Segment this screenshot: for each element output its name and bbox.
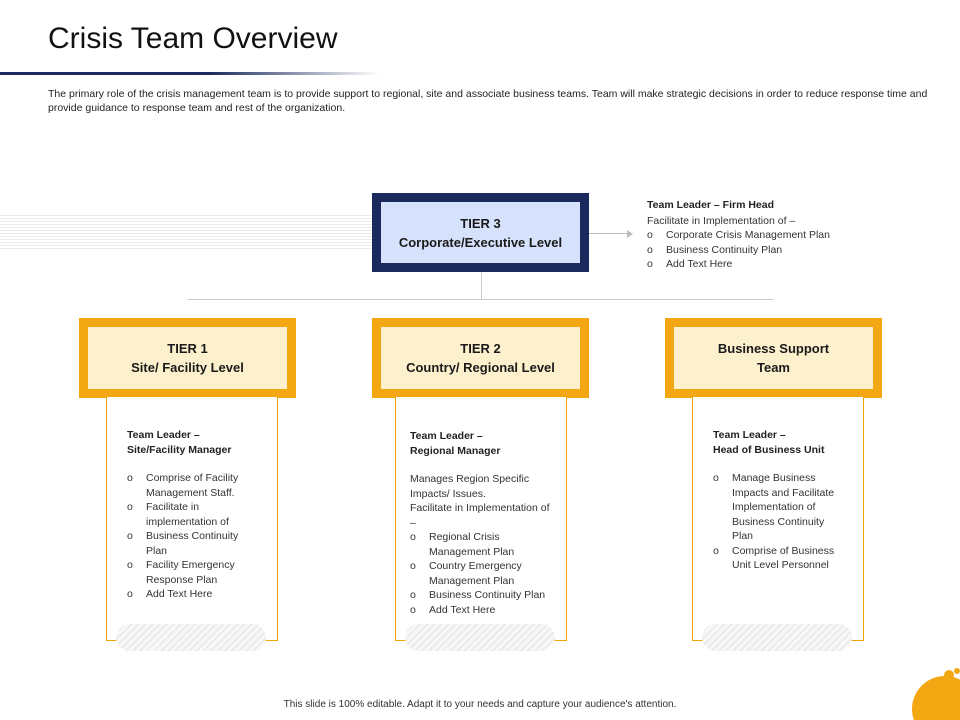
tier2-box-inner [381, 327, 580, 389]
tier2-subtitle: Country/ Regional Level [406, 360, 555, 375]
bullet-circle-icon: o [127, 530, 133, 542]
decorative-dot [952, 680, 957, 685]
list-item: o Country Emergency Management Plan [410, 560, 522, 587]
support-card-pill [702, 624, 852, 651]
list-item: o Facility Emergency Response Plan [127, 559, 235, 586]
tier3-subtitle: Corporate/Executive Level [398, 234, 563, 250]
tier2-leader: Team Leader – Regional Manager [410, 430, 501, 457]
tier1-title: TIER 1 [167, 341, 208, 356]
list-item: o Corporate Crisis Management Plan [647, 229, 830, 241]
decorative-stripes [0, 215, 372, 251]
tier1-subtitle: Site/ Facility Level [131, 360, 244, 375]
list-item: o Facilitate in implementation of [127, 501, 229, 528]
tier2-card-pill [405, 624, 555, 651]
tier3-intro: Facilitate in Implementation of – [647, 214, 796, 227]
tier2-box [372, 318, 589, 398]
bullet-circle-icon: o [713, 544, 719, 557]
bullet-circle-icon: o [410, 531, 416, 543]
bullet-circle-icon: o [410, 603, 416, 616]
tier3-leader: Team Leader – Firm Head [647, 199, 775, 211]
title-underline [0, 72, 380, 75]
tier1-box-inner [88, 327, 287, 389]
support-details [713, 428, 861, 573]
list-item: o Regional Crisis Management Plan [410, 531, 515, 558]
tier3-title: TIER 3 [460, 215, 501, 231]
connector-vertical [481, 272, 482, 300]
tier2-details [410, 429, 566, 617]
bullet-circle-icon: o [647, 243, 653, 256]
list-item: o Comprise of Facility Management Staff. [127, 472, 239, 499]
page-title: Crisis Team Overview [48, 22, 338, 55]
list-item: o Business Continuity Plan [647, 243, 783, 256]
tier1-details [127, 428, 277, 602]
arrow-right-icon [627, 230, 633, 238]
tier2-description: Manages Region Specific Impacts/ Issues. Facilitate in Implementation of – [410, 473, 550, 529]
tier3-box [372, 193, 589, 272]
support-box-inner [674, 327, 873, 389]
bullet-circle-icon: o [410, 560, 416, 572]
list-item: o Business Continuity Plan [410, 589, 546, 601]
tier3-arrow-line [589, 233, 629, 234]
decorative-dot [944, 670, 954, 680]
support-leader: Team Leader – Head of Business Unit [713, 429, 825, 456]
intro-text: The primary role of the crisis management team is to provide support to regional, site and associate business teams. Team will make strategic decisions in order to reduce response time and provide guidance to response team and rest of the organization. [48, 88, 928, 114]
tier3-details [647, 198, 887, 272]
tier3-box-inner [381, 202, 580, 263]
list-item: o Add Text Here [410, 603, 496, 616]
decorative-dot [954, 668, 960, 674]
support-title: Business Support [717, 341, 830, 356]
bullet-circle-icon: o [647, 229, 653, 241]
tier1-leader: Team Leader – Site/Facility Manager [127, 429, 232, 456]
list-item: o Manage Business Impacts and Facilitate Implementation of Business Continuity Plan [713, 472, 835, 542]
bullet-circle-icon: o [127, 472, 133, 484]
list-item: o Comprise of Business Unit Level Personnel [713, 544, 835, 571]
bullet-circle-icon: o [127, 559, 133, 571]
bullet-circle-icon: o [647, 258, 653, 270]
list-item: o Add Text Here [127, 588, 213, 600]
bullet-circle-icon: o [127, 501, 133, 513]
tier1-card-pill [116, 624, 266, 651]
bullet-circle-icon: o [713, 472, 719, 484]
list-item: o Add Text Here [647, 258, 733, 270]
footer-note: This slide is 100% editable. Adapt it to your needs and capture your audience's attention. [283, 699, 677, 710]
support-subtitle: Team [757, 360, 790, 375]
bullet-circle-icon: o [410, 589, 416, 601]
list-item: o Business Continuity Plan [127, 530, 239, 557]
bullet-circle-icon: o [127, 588, 133, 600]
tier1-box [79, 318, 296, 398]
connector-horizontal [188, 299, 774, 300]
support-box [665, 318, 882, 398]
tier2-title: TIER 2 [460, 341, 501, 356]
